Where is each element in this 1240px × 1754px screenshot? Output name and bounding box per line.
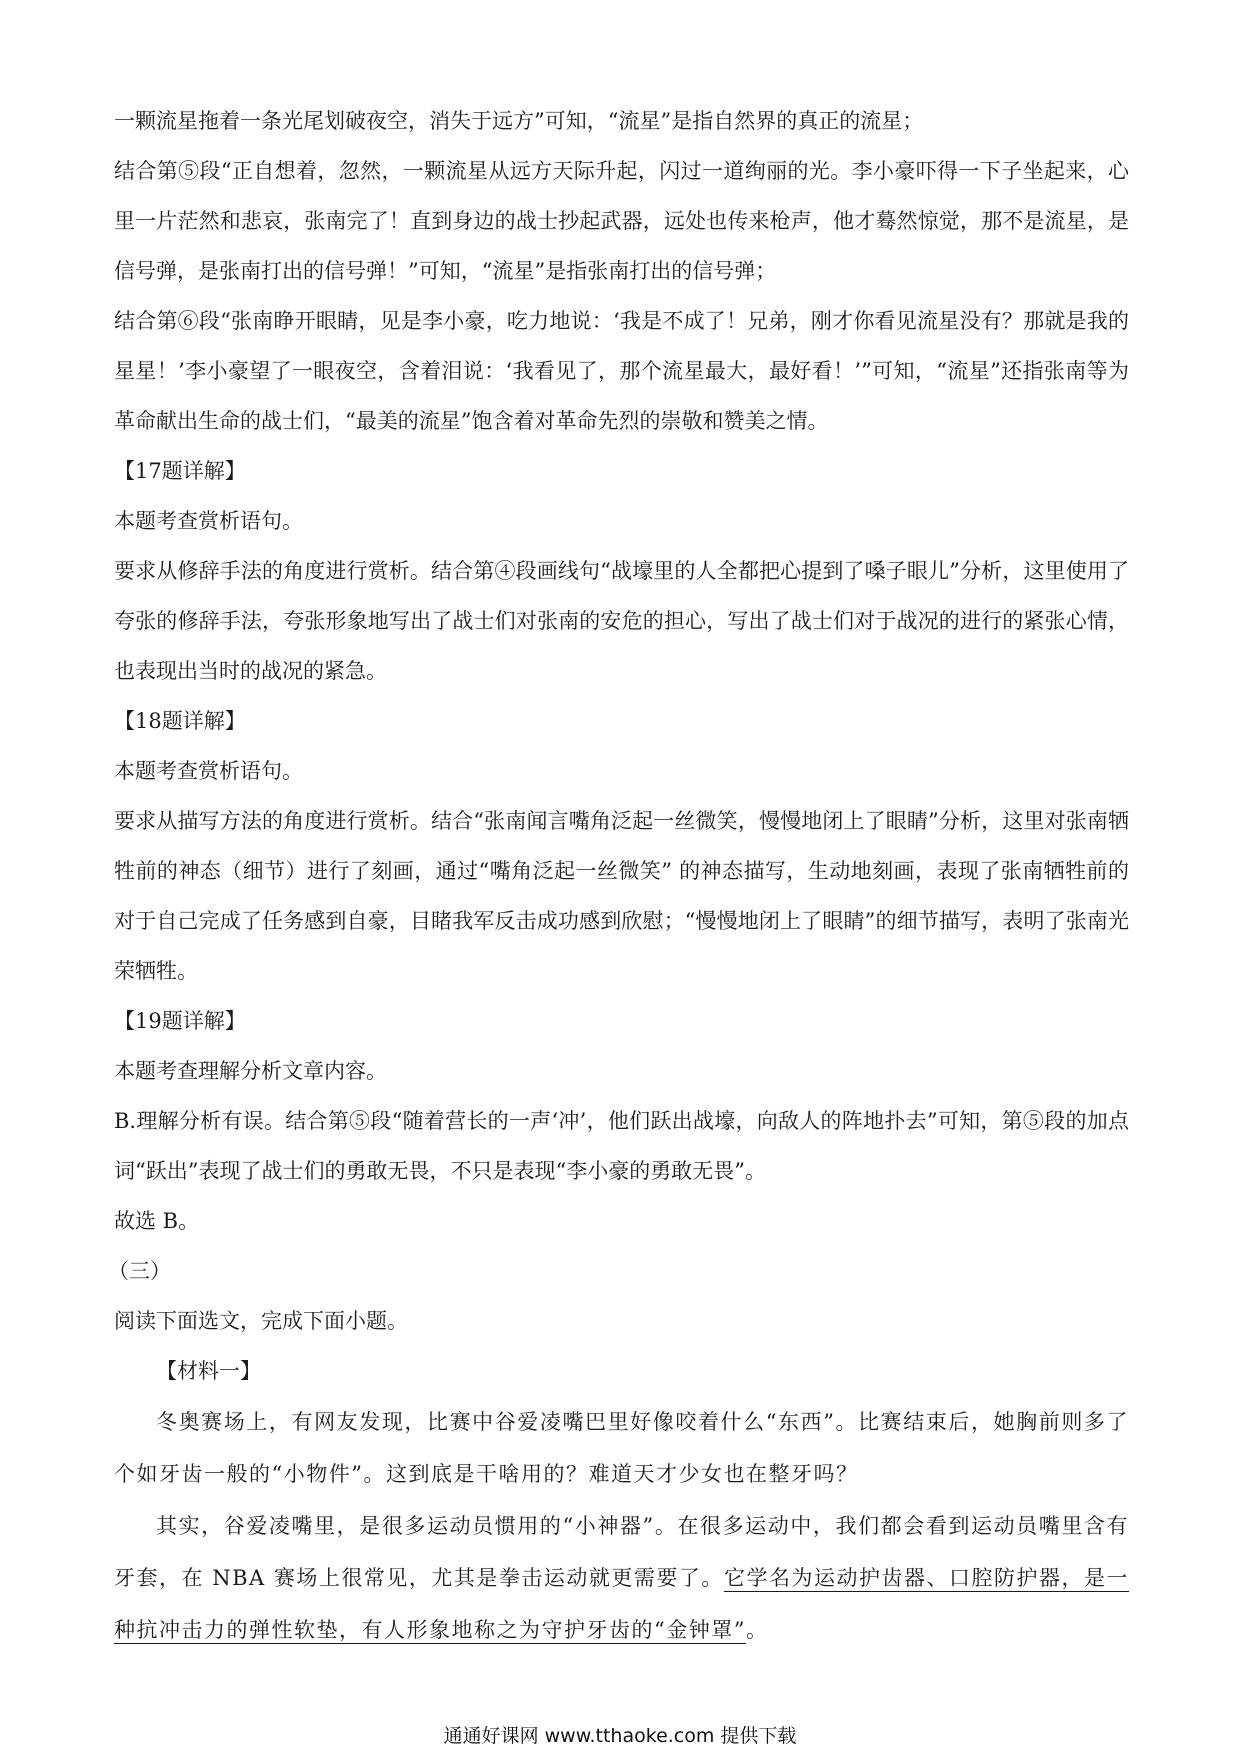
footer-watermark: 通通好课网 www.tthaoke.com 提供下载 xyxy=(443,1725,797,1747)
paragraph-1: 一颗流星拖着一条光尾划破夜空，消失于远方”可知，“流星”是指自然界的真正的流星； xyxy=(114,109,924,133)
q19-heading: 【19题详解】 xyxy=(114,1009,246,1033)
material-1-paragraph-2-end: 。 xyxy=(745,1618,769,1642)
q17-heading: 【17题详解】 xyxy=(114,459,246,483)
q18-line-2: 要求从描写方法的角度进行赏析。结合“张南闻言嘴角泛起一丝微笑，慢慢地闭上了眼睛”分析，这里对张南牺牲前的神态（细节）进行了刻画，通过“嘴角泛起一丝微笑” 的神态描写，生动地刻画，表现了张南牺牲前的对于自己完成了任务感到自豪，目睹我军反击成功感到欣慰；“慢慢地闭上了眼睛”的细节描写，表明了张南光荣牺牲。 xyxy=(114,809,1129,983)
q17-line-1: 本题考查赏析语句。 xyxy=(114,509,303,533)
material-1-title: 【材料一】 xyxy=(156,1359,261,1383)
q17-line-2: 要求从修辞手法的角度进行赏析。结合第④段画线句“战壕里的人全都把心提到了嗓子眼儿”分析，这里使用了夸张的修辞手法，夸张形象地写出了战士们对张南的安危的担心，写出了战士们对于战况的进行的紧张心情，也表现出当时的战况的紧急。 xyxy=(114,559,1129,683)
q18-line-1: 本题考查赏析语句。 xyxy=(114,759,303,783)
q18-heading: 【18题详解】 xyxy=(114,709,246,733)
material-1-paragraph-2 xyxy=(114,1500,1129,1656)
material-1-paragraph-1: 冬奥赛场上，有网友发现，比赛中谷爱凌嘴巴里好像咬着什么“东西”。比赛结束后，她胸前则多了个如牙齿一般的“小物件”。这到底是干啥用的？难道天才少女也在整牙吗？ xyxy=(114,1410,1129,1486)
paragraph-3: 结合第⑥段“张南睁开眼睛，见是李小豪，吃力地说：‘我是不成了！兄弟，刚才你看见流星没有？那就是我的星星！’李小豪望了一眼夜空，含着泪说：‘我看见了，那个流星最大，最好看！’”可知，“流星”还指张南等为革命献出生命的战士们，“最美的流星”饱含着对革命先烈的崇敬和赞美之情。 xyxy=(114,309,1129,433)
q19-line-1: 本题考查理解分析文章内容。 xyxy=(114,1059,387,1083)
q19-answer: 故选 B。 xyxy=(114,1209,200,1233)
material-1-paragraph-2-text: 其实，谷爱凌嘴里，是很多运动员惯用的“小神器”。在很多运动中，我们都会看到运动员嘴里含有牙套，在 NBA 赛场上很常见，尤其是拳击运动就更需要了。 xyxy=(114,1514,1129,1590)
reading-instruction: 阅读下面选文，完成下面小题。 xyxy=(114,1309,408,1333)
document-body xyxy=(108,96,1130,1656)
q19-line-2: B.理解分析有误。结合第⑤段“随着营长的一声‘冲’，他们跃出战壕，向敌人的阵地扑去”可知，第⑤段的加点词“跃出”表现了战士们的勇敢无畏，不只是表现“李小豪的勇敢无畏”。 xyxy=(114,1109,1129,1183)
paragraph-2: 结合第⑤段“正自想着，忽然，一颗流星从远方天际升起，闪过一道绚丽的光。李小豪吓得一下子坐起来，心里一片茫然和悲哀，张南完了！直到身边的战士抄起武器，远处也传来枪声，他才蓦然惊觉，那不是流星，是信号弹，是张南打出的信号弹！”可知，“流星”是指张南打出的信号弹； xyxy=(114,159,1129,283)
section-3-heading: （三） xyxy=(108,1259,171,1283)
underlined-sentence: 它学名为运动护齿器、口腔防护器，是一种抗冲击力的弹性软垫，有人形象地称之为守护牙齿的“金钟罩” xyxy=(114,1566,1130,1642)
